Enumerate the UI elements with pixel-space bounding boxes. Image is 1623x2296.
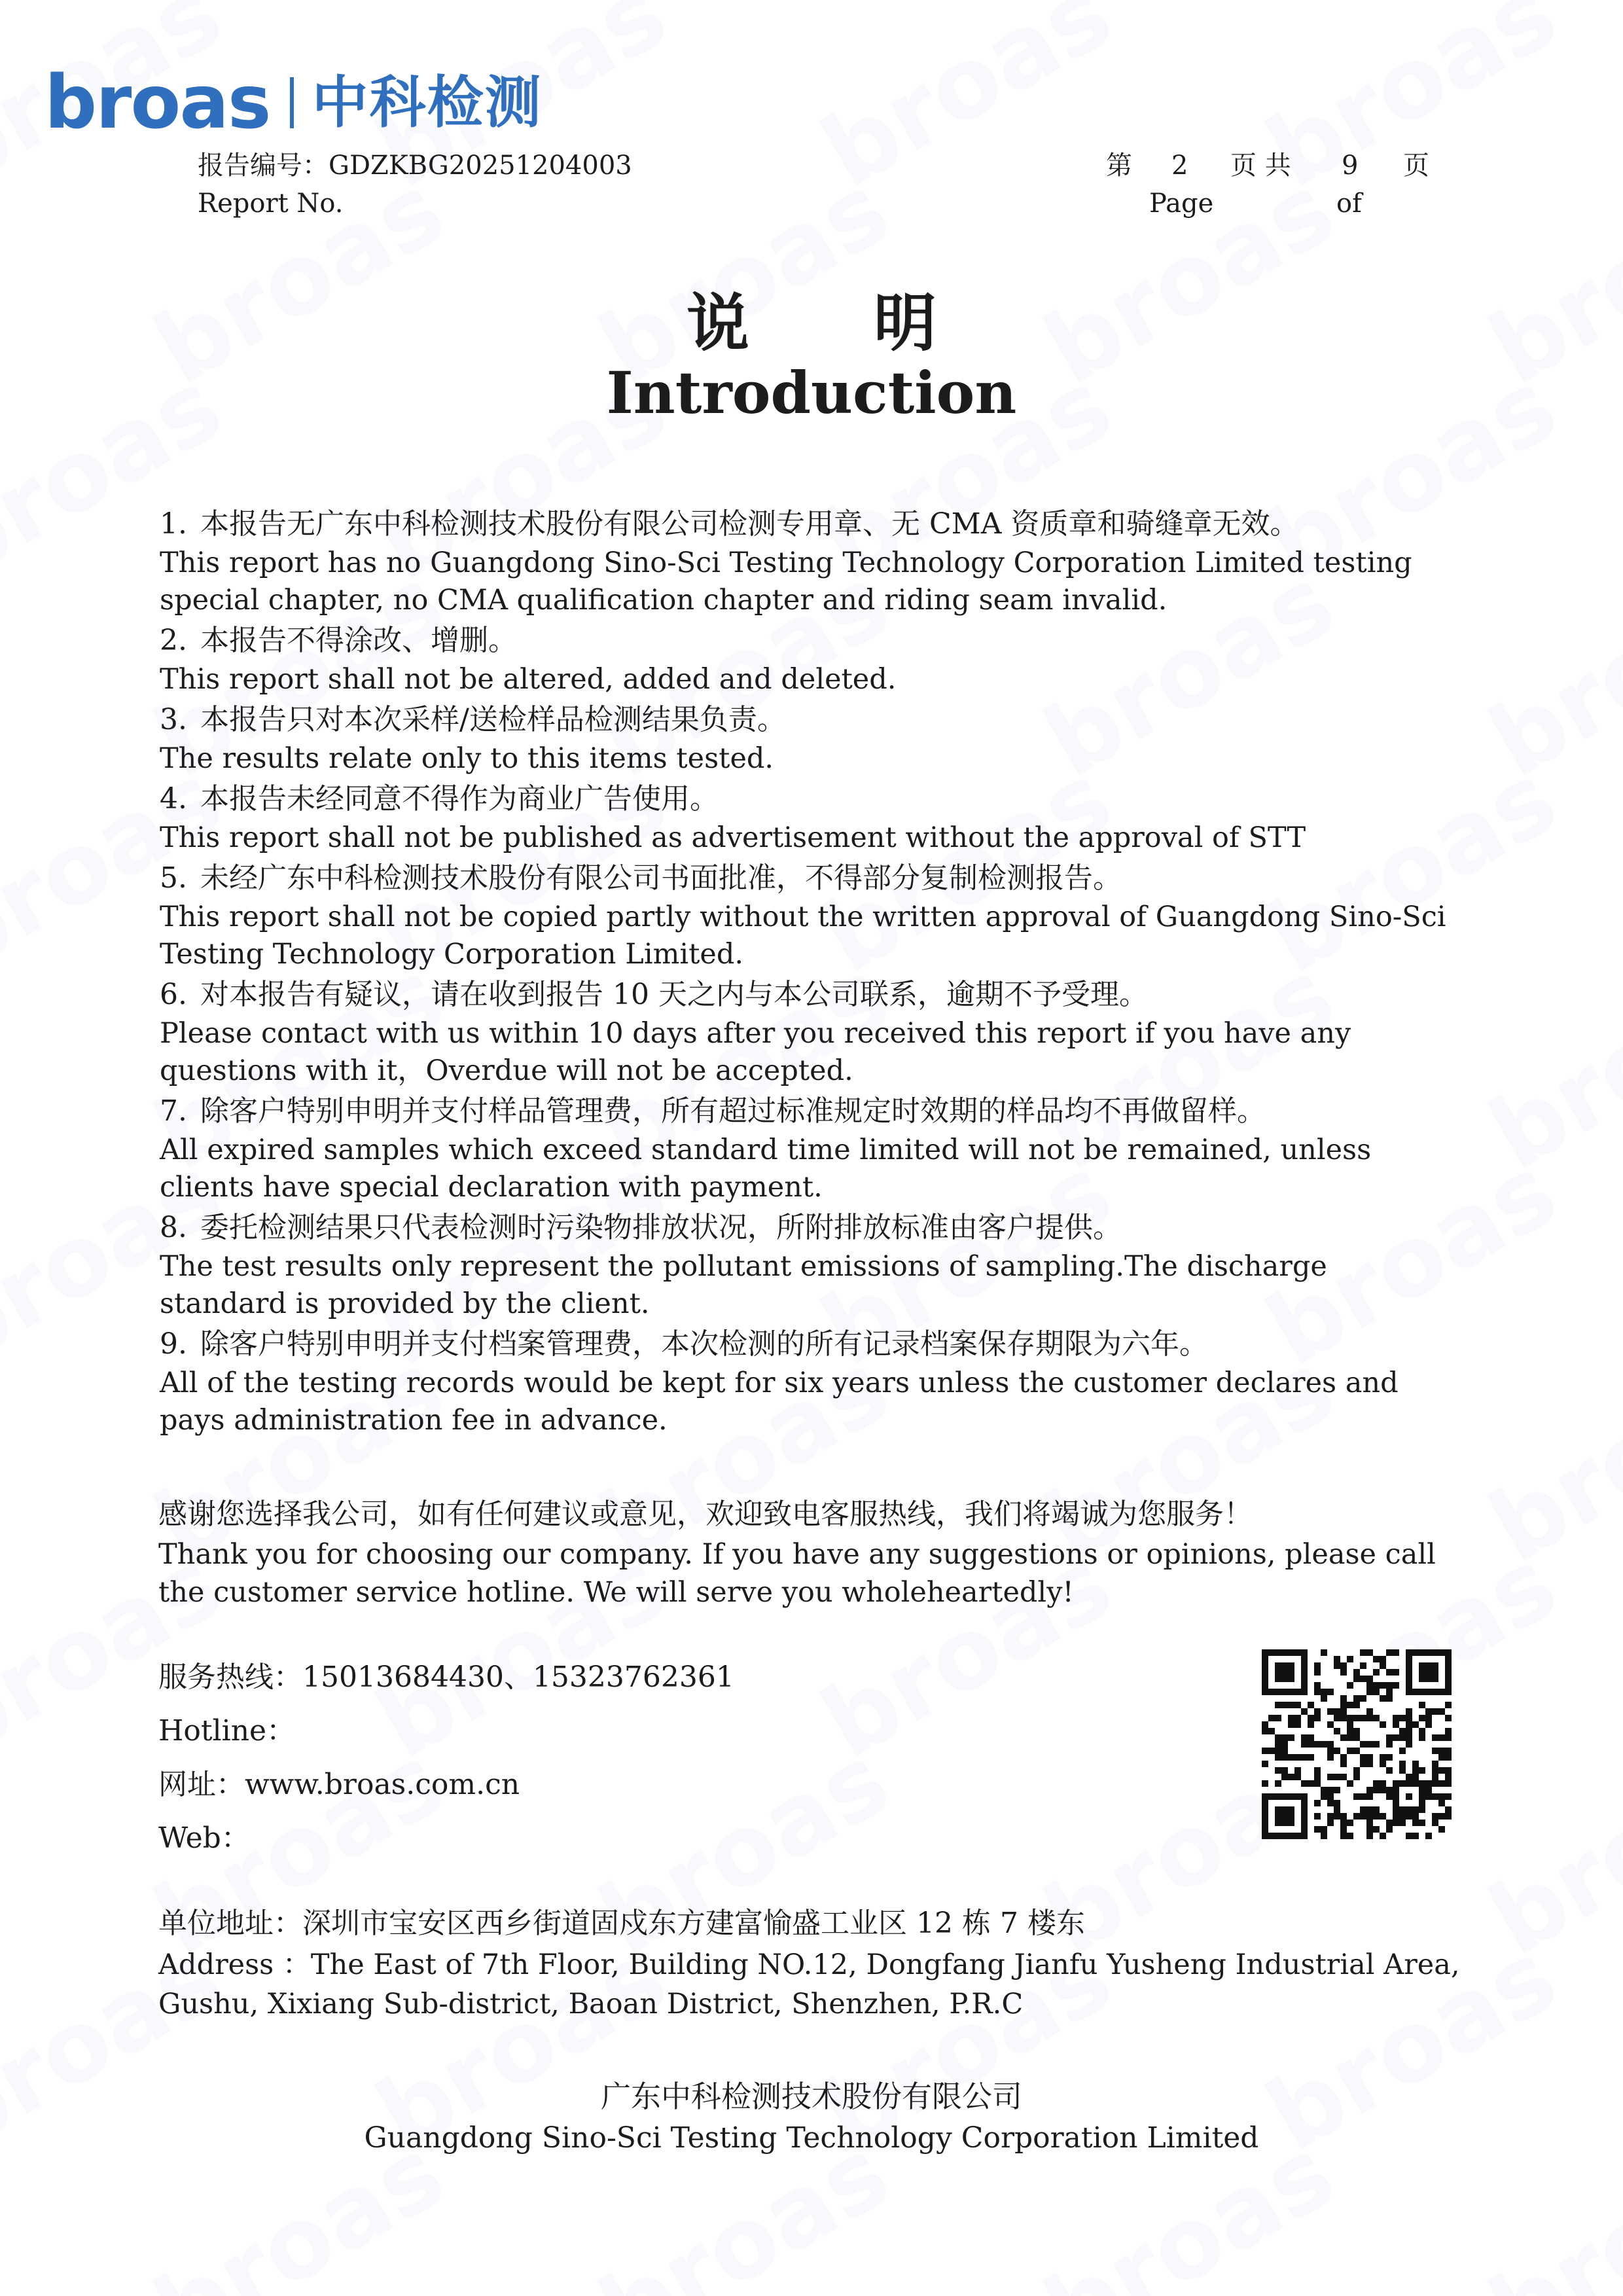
term-number: 7. (160, 1094, 187, 1128)
company-logo (45, 60, 543, 145)
term-text-cn: 本报告未经同意不得作为商业广告使用。 (200, 782, 719, 816)
term-text-cn: 本报告不得涂改、增删。 (200, 624, 517, 657)
term-item-9 (160, 1324, 1462, 1439)
contact-block (158, 1651, 734, 1865)
term-item-3 (160, 700, 1462, 778)
term-text-en: This report has no Guangdong Sino-Sci Testing Technology Corporation Limited testing special chapter, no CMA qualification chapter and riding seam invalid. (160, 547, 1412, 617)
report-no-value: GDZKBG20251204003 (329, 151, 632, 181)
terms-list (160, 504, 1462, 1441)
term-number: 4. (160, 782, 187, 816)
qr-code-icon (1262, 1649, 1452, 1839)
term-text-cn: 本报告只对本次采样/送检样品检测结果负责。 (200, 703, 786, 736)
logo-divider (290, 77, 294, 128)
page-total: 9 (1342, 151, 1359, 181)
thanks-note (158, 1494, 1474, 1611)
hotline-number: 15013684430、15323762361 (302, 1660, 734, 1694)
page-title-cn: 说明 (687, 286, 1061, 360)
address-text-en: The East of 7th Floor, Building NO.12, Dongfang Jianfu Yusheng Industrial Area, Gushu, Xixiang Sub-district, Baoan District, Shenzhen, P.R.C (158, 1948, 1460, 2020)
term-number: 6. (160, 978, 187, 1011)
page-en-label: Page (1149, 188, 1214, 219)
term-text-en: This report shall not be altered, added and deleted. (160, 663, 897, 696)
page-cn-suffix: 页 (1403, 151, 1429, 181)
address-block (158, 1902, 1493, 2024)
term-text-cn: 本报告无广东中科检测技术股份有限公司检测专用章、无 CMA 资质章和骑缝章无效。 (200, 507, 1299, 541)
term-item-4 (160, 779, 1462, 857)
report-no-label-en: Report No. (198, 188, 344, 219)
term-text-en: All of the testing records would be kept for six years unless the customer declares and pays administration fee in advance. (160, 1367, 1399, 1437)
term-item-1 (160, 504, 1462, 619)
term-text-en: The test results only represent the pollutant emissions of sampling.The discharge standard is provided by the client. (160, 1250, 1327, 1320)
page-cn-mid: 页 共 (1230, 151, 1291, 181)
term-text-cn: 未经广东中科检测技术股份有限公司书面批准，不得部分复制检测报告。 (200, 861, 1122, 895)
term-text-cn: 除客户特别申明并支付档案管理费，本次检测的所有记录档案保存期限为六年。 (200, 1327, 1208, 1361)
hotline-label-cn: 服务热线： (158, 1660, 302, 1694)
term-text-en: The results relate only to this items tested. (160, 742, 774, 775)
term-item-7 (160, 1091, 1462, 1206)
company-name-en: Guangdong Sino-Sci Testing Technology Corporation Limited (364, 2121, 1259, 2155)
term-item-8 (160, 1208, 1462, 1323)
page-title-en: Introduction (606, 359, 1017, 427)
watermark-word (1471, 938, 1623, 1192)
page-en-of: of (1336, 188, 1362, 219)
web-label-cn: 网址： (158, 1768, 245, 1801)
term-number: 8. (160, 1211, 187, 1244)
term-item-2 (160, 620, 1462, 698)
company-name-cn: 广东中科检测技术股份有限公司 (601, 2079, 1022, 2114)
term-number: 1. (160, 507, 187, 541)
term-number: 2. (160, 624, 187, 657)
term-item-6 (160, 975, 1462, 1090)
logo-cn-text: 中科检测 (312, 70, 543, 135)
logo-broas-text: broas (45, 60, 270, 145)
address-text-cn: 深圳市宝安区西乡街道固戍东方建富愉盛工业区 12 栋 7 楼东 (302, 1907, 1085, 1940)
term-text-cn: 委托检测结果只代表检测时污染物排放状况，所附排放标准由客户提供。 (200, 1211, 1122, 1244)
web-label-en: Web： (158, 1821, 250, 1855)
page-cn-prefix: 第 (1106, 151, 1132, 181)
address-label-cn: 单位地址： (158, 1907, 302, 1940)
website-link[interactable]: www.broas.com.cn (245, 1768, 520, 1801)
watermark-word (804, 0, 1130, 210)
report-number-block (198, 147, 632, 223)
term-number: 5. (160, 861, 187, 895)
thanks-text-en: Thank you for choosing our company. If you have any suggestions or opinions, please call the customer service hotline. We will serve you wholeheartedly! (158, 1538, 1436, 1609)
watermark-word (1471, 1723, 1623, 1977)
term-text-en: This report shall not be published as advertisement without the approval of STT (160, 821, 1306, 854)
term-text-cn: 对本报告有疑议，请在收到报告 10 天之内与本公司联系，逾期不予受理。 (200, 978, 1148, 1011)
term-item-5 (160, 858, 1462, 973)
hotline-label-en: Hotline： (158, 1714, 296, 1748)
term-text-en: All expired samples which exceed standard time limited will not be remained, unless clients have special declaration with payment. (160, 1134, 1372, 1204)
thanks-text-cn: 感谢您选择我公司，如有任何建议或意见，欢迎致电客服热线，我们将竭诚为您服务！ (158, 1498, 1253, 1531)
report-no-label-cn: 报告编号： (198, 151, 329, 181)
footer-company (0, 2075, 1623, 2159)
address-label-en: Address ： (158, 1948, 311, 1981)
term-text-cn: 除客户特别申明并支付样品管理费，所有超过标准规定时效期的样品均不再做留样。 (200, 1094, 1266, 1128)
term-text-en: Please contact with us within 10 days after you received this report if you have any questions with it，Overdue will not be accepted. (160, 1017, 1351, 1087)
page-current: 2 (1171, 151, 1188, 181)
term-number: 9. (160, 1327, 187, 1361)
watermark-word (1471, 1331, 1623, 1585)
term-text-en: This report shall not be copied partly without the written approval of Guangdong Sino-Sci Testing Technology Corporation Limited. (160, 901, 1446, 971)
watermark-word (1471, 545, 1623, 799)
term-number: 3. (160, 703, 187, 736)
